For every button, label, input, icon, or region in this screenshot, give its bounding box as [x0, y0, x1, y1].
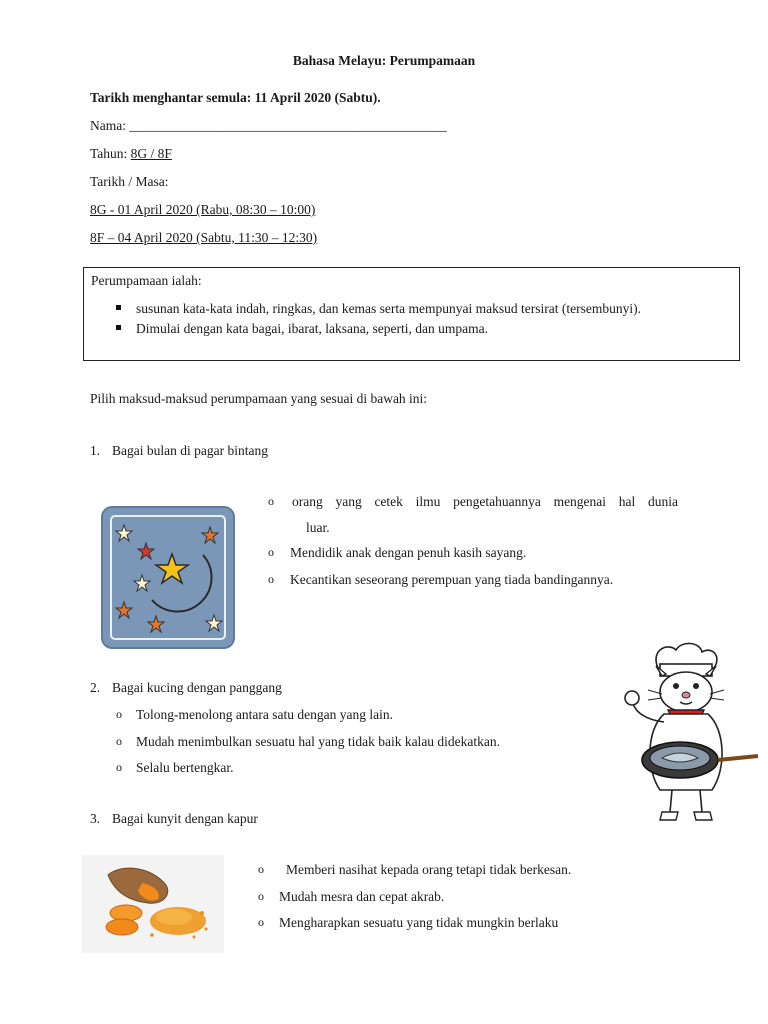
question-3-option-1: Memberi nasihat kepada orang tetapi tidak berkesan.: [286, 862, 572, 877]
nama-label: Nama:: [90, 118, 126, 133]
question-3-option-3: Mengharapkan sesuatu yang tidak mungkin berlaku: [279, 915, 559, 930]
option-marker: o: [268, 545, 274, 559]
question-1-option-1-cont: luar.: [306, 520, 330, 535]
question-2-phrase: Bagai kucing dengan panggang: [112, 680, 282, 695]
nama-line[interactable]: _______________________________________________: [129, 118, 447, 133]
tarikh-label: Tarikh / Masa:: [90, 174, 169, 189]
turmeric-icon: [82, 855, 224, 953]
page-title: Bahasa Melayu: Perumpamaan: [292, 53, 476, 68]
nama-row: [90, 117, 447, 135]
instruction: Pilih maksud-maksud perumpamaan yang sesuai di bawah ini:: [90, 391, 428, 406]
option-marker: o: [258, 889, 264, 903]
question-3-phrase: Bagai kunyit dengan kapur: [112, 811, 258, 826]
question-1-option-2: Mendidik anak dengan penuh kasih sayang.: [290, 545, 527, 560]
tahun-value: 8G / 8F: [130, 146, 172, 161]
question-1-number: 1.: [90, 443, 101, 458]
tahun-label: Tahun:: [90, 146, 128, 161]
question-3-option-2: Mudah mesra dan cepat akrab.: [279, 889, 445, 904]
tahun-row: [90, 145, 172, 163]
moon-stars-icon: [100, 505, 236, 650]
question-1-option-3: Kecantikan seseorang perempuan yang tiada bandingannya.: [290, 572, 614, 587]
due-date: Tarikh menghantar semula: 11 April 2020 (Sabtu).: [90, 90, 381, 105]
definition-bullet-1: susunan kata-kata indah, ringkas, dan kemas serta mempunyai maksud tersirat (tersembunyi).: [136, 301, 641, 316]
question-3-number: 3.: [90, 811, 101, 826]
definition-heading: Perumpamaan ialah:: [91, 273, 202, 288]
option-marker: o: [258, 915, 264, 929]
option-marker: o: [116, 760, 122, 774]
option-marker: o: [268, 572, 274, 586]
option-marker: o: [258, 862, 264, 876]
question-2-option-1: Tolong-menolong antara satu dengan yang lain.: [136, 707, 393, 722]
session-8f: 8F – 04 April 2020 (Sabtu, 11:30 – 12:30): [90, 230, 318, 245]
square-bullet-icon: [116, 305, 121, 310]
option-marker: o: [116, 707, 122, 721]
question-1-phrase: Bagai bulan di pagar bintang: [112, 443, 268, 458]
question-2-option-2: Mudah menimbulkan sesuatu hal yang tidak baik kalau didekatkan.: [136, 734, 501, 749]
definition-bullet-2: Dimulai dengan kata bagai, ibarat, laksana, seperti, dan umpama.: [136, 321, 488, 336]
session-8g: 8G - 01 April 2020 (Rabu, 08:30 – 10:00): [90, 202, 316, 217]
option-marker: o: [268, 494, 274, 508]
question-2-number: 2.: [90, 680, 101, 695]
option-marker: o: [116, 734, 122, 748]
question-1-option-1: orang yang cetek ilmu pengetahuannya mengenai hal dunia: [292, 494, 678, 509]
question-2-option-3: Selalu bertengkar.: [136, 760, 234, 775]
square-bullet-icon: [116, 325, 121, 330]
chef-cat-icon: [610, 640, 762, 825]
